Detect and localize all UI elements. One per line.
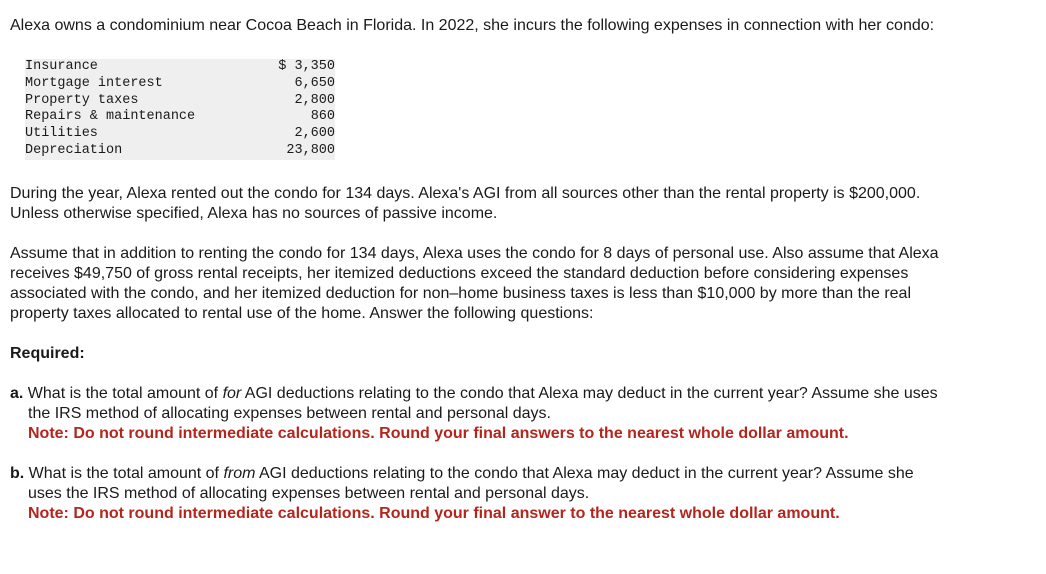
question-emphasis: for [222, 384, 242, 402]
rental-facts-paragraph: During the year, Alexa rented out the condo for 134 days. Alexa's AGI from all sources other than the rental property is $200,000. Unless otherwise specified, Alexa has no sources of passive income. [10, 184, 921, 222]
table-row [25, 76, 335, 93]
intro-text: Alexa owns a condominium near Cocoa Beach in Florida. In 2022, she incurs the following expenses in connection with her condo: [10, 17, 935, 34]
table-row [25, 93, 335, 110]
expense-amount: 2,800 [265, 93, 335, 110]
question-text-before: What is the total amount of [27, 384, 223, 402]
rounding-note: Note: Do not round intermediate calculations. Round your final answers to the nearest whole dollar amount. [28, 424, 849, 442]
required-heading: Required: [10, 344, 85, 362]
expense-label: Repairs & maintenance [25, 109, 265, 126]
expense-amount: 860 [265, 109, 335, 126]
table-row [25, 59, 335, 76]
question-text-after: AGI deductions relating to the condo that Alexa may deduct in the current year? Assume she uses the IRS method of allocating expenses between rental and personal days. [28, 384, 938, 422]
expense-label: Utilities [25, 126, 265, 143]
table-row [25, 126, 335, 143]
question-text-after: AGI deductions relating to the condo that Alexa may deduct in the current year? Assume she uses the IRS method of allocating expenses between rental and personal days. [28, 464, 914, 502]
table-row [25, 109, 335, 126]
table-row [25, 143, 335, 160]
problem-content [10, 16, 1030, 524]
question-emphasis: from [223, 464, 256, 482]
question-b [10, 464, 938, 524]
expense-label: Property taxes [25, 93, 265, 110]
question-letter: a. [10, 384, 24, 402]
assumptions-paragraph: Assume that in addition to renting the condo for 134 days, Alexa uses the condo for 8 days of personal use. Also assume that Alexa receives $49,750 of gross rental receipts, her itemized deductions exceed the standard deduction before considering expenses associated with the condo, and her itemized deduction for non–home business taxes is less than $10,000 by more than the real property taxes allocated to rental use of the home. Answer the following questions: [10, 244, 939, 322]
question-text-before: What is the total amount of [28, 464, 224, 482]
expense-label: Depreciation [25, 143, 265, 160]
expense-amount: $ 3,350 [265, 59, 335, 76]
expense-amount: 2,600 [265, 126, 335, 143]
expense-label: Insurance [25, 59, 265, 76]
question-letter: b. [10, 464, 25, 482]
rounding-note: Note: Do not round intermediate calculations. Round your final answer to the nearest whole dollar amount. [28, 504, 840, 522]
expense-amount: 23,800 [265, 143, 335, 160]
expense-label: Mortgage interest [25, 76, 265, 93]
question-a [10, 384, 938, 444]
expense-amount: 6,650 [265, 76, 335, 93]
expense-table [25, 59, 335, 160]
